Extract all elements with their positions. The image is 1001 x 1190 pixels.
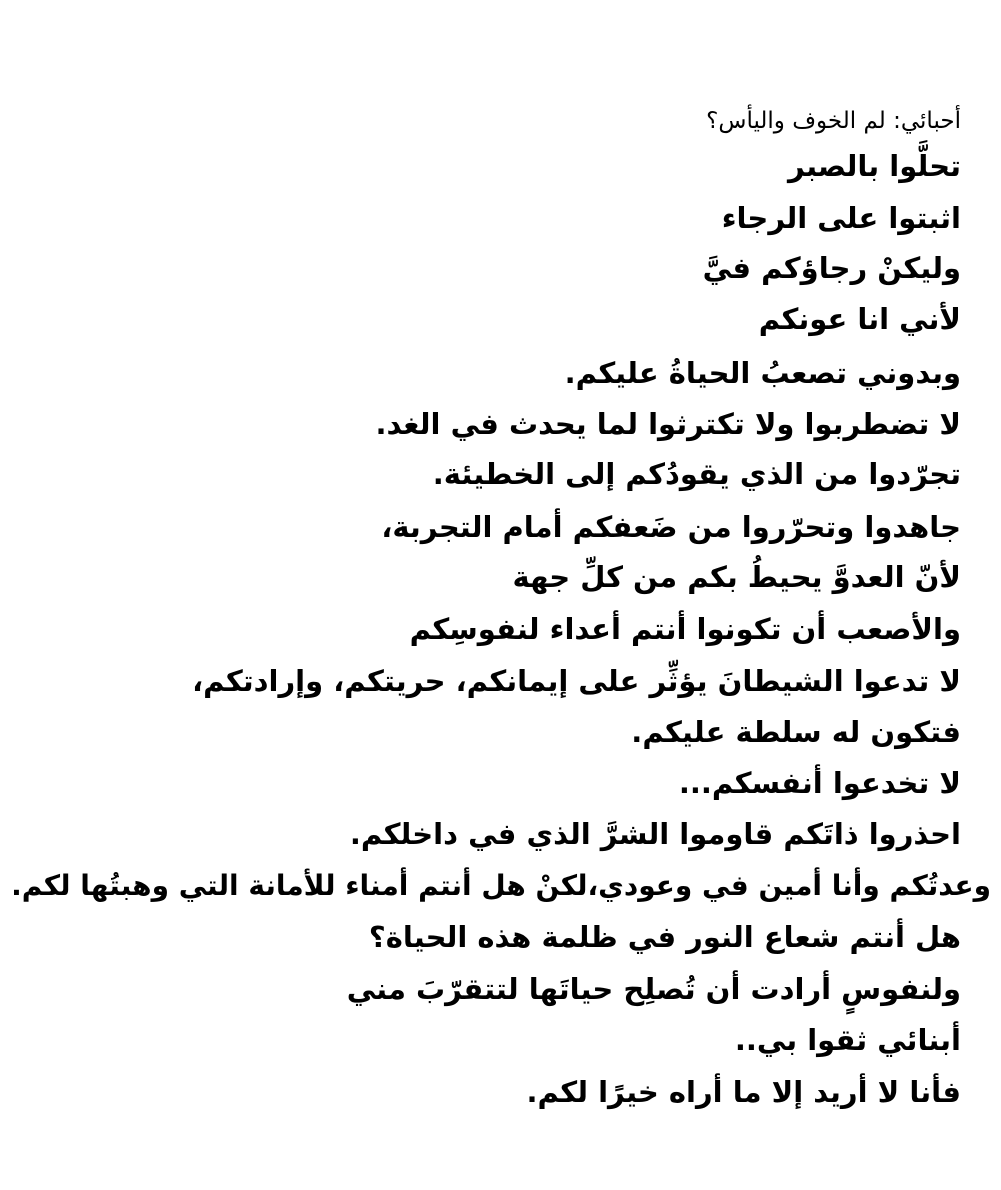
text-line-4: وليكنْ رجاؤكم فيَّ — [702, 251, 961, 285]
text-line-9: جاهدوا وتحرّروا من ضَعفكم أمام التجربة، — [381, 510, 961, 544]
text-line-8: تجرّدوا من الذي يقودُكم إلى الخطيئة. — [432, 457, 961, 491]
text-line-11: والأصعب أن تكونوا أنتم أعداء لنفوسِكم — [409, 612, 961, 646]
text-line-12: لا تدعوا الشيطانَ يؤثِّر على إيمانكم، حريتكم، وإرادتكم، — [192, 664, 961, 698]
text-line-5: لأني انا عونكم — [758, 302, 961, 336]
text-line-13: فتكون له سلطة عليكم. — [631, 715, 961, 749]
text-line-14: لا تخدعوا أنفسكم... — [678, 766, 961, 800]
text-line-6: وبدوني تصعبُ الحياةُ عليكم. — [564, 356, 961, 390]
text-line-3: اثبتوا على الرجاء — [721, 201, 961, 235]
text-line-15: احذروا ذاتَكم قاوموا الشرَّ الذي في داخلكم. — [349, 817, 961, 851]
text-line-17: هل أنتم شعاع النور في ظلمة هذه الحياة؟ — [368, 920, 961, 954]
text-line-2: تحلَّوا بالصبر — [788, 149, 961, 183]
text-line-20: فأنا لا أريد إلا ما أراه خيرًا لكم. — [526, 1075, 961, 1109]
text-line-10: لأنّ العدوَّ يحيطُ بكم من كلِّ جهة — [512, 560, 961, 594]
text-line-19: أبنائي ثقوا بي.. — [734, 1023, 961, 1057]
text-line-18: ولنفوسٍ أرادت أن تُصلِح حياتَها لتتقرّبَ مني — [346, 972, 961, 1006]
text-line-16: وعدتُكم وأنا أمين في وعودي،لكنْ هل أنتم أمناء للأمانة التي وهبتُها لكم. — [11, 869, 991, 902]
text-line-7: لا تضطربوا ولا تكترثوا لما يحدث في الغد. — [375, 407, 961, 441]
text-line-1: أحبائي: لم الخوف واليأس؟ — [706, 108, 961, 134]
